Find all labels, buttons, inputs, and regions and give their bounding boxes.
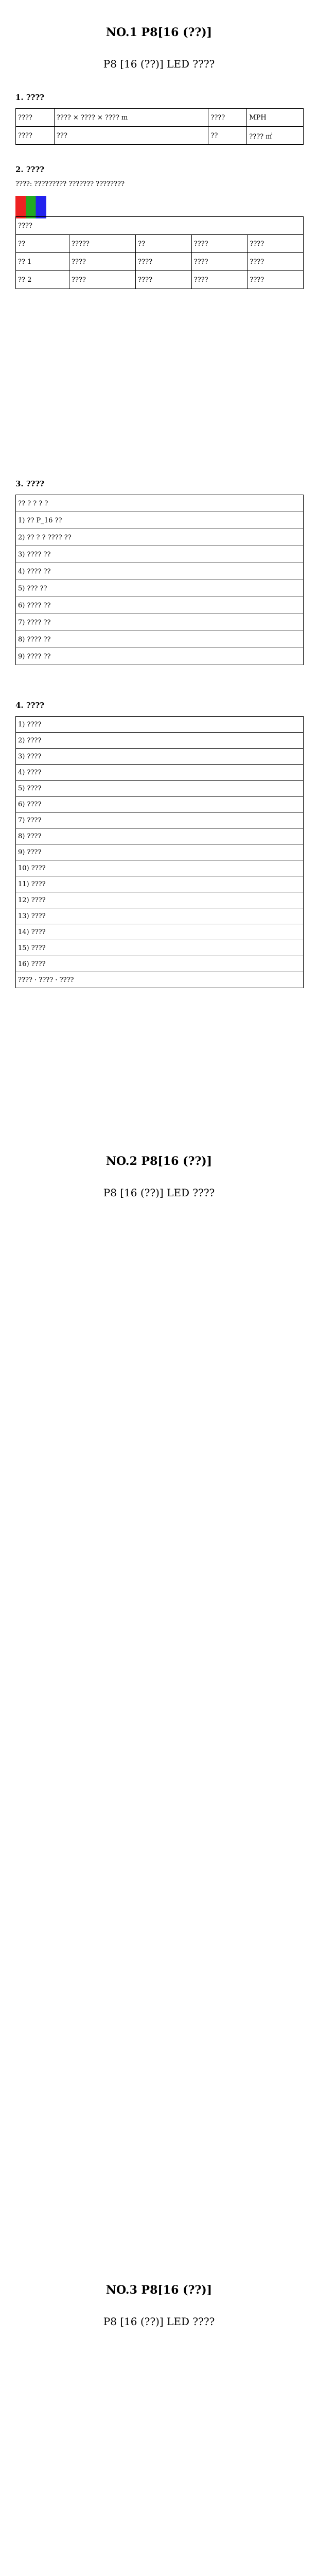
list-item: 8) ???? ?? [16, 631, 304, 648]
logo-icon [15, 196, 46, 218]
list-item: 15) ???? [16, 940, 304, 956]
material-table [15, 495, 304, 665]
cell: ?? [16, 235, 69, 253]
cell: ?? 2 [16, 271, 69, 289]
cell: ???? [136, 253, 192, 271]
list-item: 1) ?? P_16 ?? [16, 512, 304, 529]
footer-item: ???? [39, 976, 54, 984]
list-item: 10) ???? [16, 860, 304, 876]
list-item: 9) ???? ?? [16, 648, 304, 665]
list-item: 13) ???? [16, 908, 304, 924]
section-2-text: ????: ????????? ??????? ???????? [15, 180, 125, 188]
section-4-heading: 4. ???? [15, 701, 45, 710]
block-title: NO.2 P8[16 (??)] [105, 1155, 213, 1168]
section-3-heading: 3. ???? [15, 479, 45, 488]
list-item: 5) ???? [16, 781, 304, 796]
block-title: NO.3 P8[16 (??)] [105, 2283, 213, 2297]
cell: ???? [16, 109, 55, 127]
cell: ???? [248, 235, 304, 253]
list-item: 6) ???? [16, 796, 304, 812]
block-subtitle: P8 [16 (??)] LED ???? [103, 1187, 215, 1199]
list-item: 5) ??? ?? [16, 580, 304, 597]
list-item: 3) ???? ?? [16, 546, 304, 563]
list-item: 11) ???? [16, 876, 304, 892]
section-1-heading: 1. ???? [15, 93, 45, 102]
list-item: 2) ?? ? ? ???? ?? [16, 529, 304, 546]
list-item: 9) ???? [16, 844, 304, 860]
list-item: 2) ???? [16, 733, 304, 749]
list-item: 14) ???? [16, 924, 304, 940]
footer-item: ???? [59, 976, 74, 984]
cell: ???? [191, 271, 248, 289]
cell: ???? [69, 271, 136, 289]
block-title: NO.1 P8[16 (??)] [105, 26, 213, 39]
cell: ???? [69, 253, 136, 271]
cell: ???? [248, 271, 304, 289]
list-item: 7) ???? [16, 812, 304, 828]
cell: ???? [16, 127, 55, 145]
cell: ???? × ???? × ???? m [54, 109, 208, 127]
cell: ????? [69, 235, 136, 253]
spec-table [15, 716, 304, 988]
config-table [15, 216, 304, 289]
list-item: 8) ???? [16, 828, 304, 844]
cell: ??? [54, 127, 208, 145]
list-item: 12) ???? [16, 892, 304, 908]
list-item: 3) ???? [16, 749, 304, 765]
cell: ???? [248, 253, 304, 271]
section-2-heading: 2. ???? [15, 165, 45, 174]
list-item: 7) ???? ?? [16, 614, 304, 631]
block-subtitle: P8 [16 (??)] LED ???? [103, 58, 215, 70]
list-item: 4) ???? [16, 765, 304, 781]
footer-item: ???? [18, 976, 32, 984]
table-header: ?? ? ? ? ? [16, 495, 304, 512]
block-subtitle: P8 [16 (??)] LED ???? [103, 2315, 215, 2328]
table-header: ???? [16, 217, 304, 235]
cell: ???? ㎡ [247, 127, 304, 145]
cell: ???? [191, 235, 248, 253]
cell: ???? [191, 253, 248, 271]
table-footer: ???? · ???? · ???? [16, 972, 304, 988]
cell: ?? [136, 235, 192, 253]
basic-info-table [15, 108, 304, 145]
cell: MPH [247, 109, 304, 127]
cell: ?? [208, 127, 247, 145]
cell: ???? [208, 109, 247, 127]
list-item: 6) ???? ?? [16, 597, 304, 614]
list-item: 16) ???? [16, 956, 304, 972]
list-item: 1) ???? [16, 717, 304, 733]
cell: ?? 1 [16, 253, 69, 271]
cell: ???? [136, 271, 192, 289]
list-item: 4) ???? ?? [16, 563, 304, 580]
